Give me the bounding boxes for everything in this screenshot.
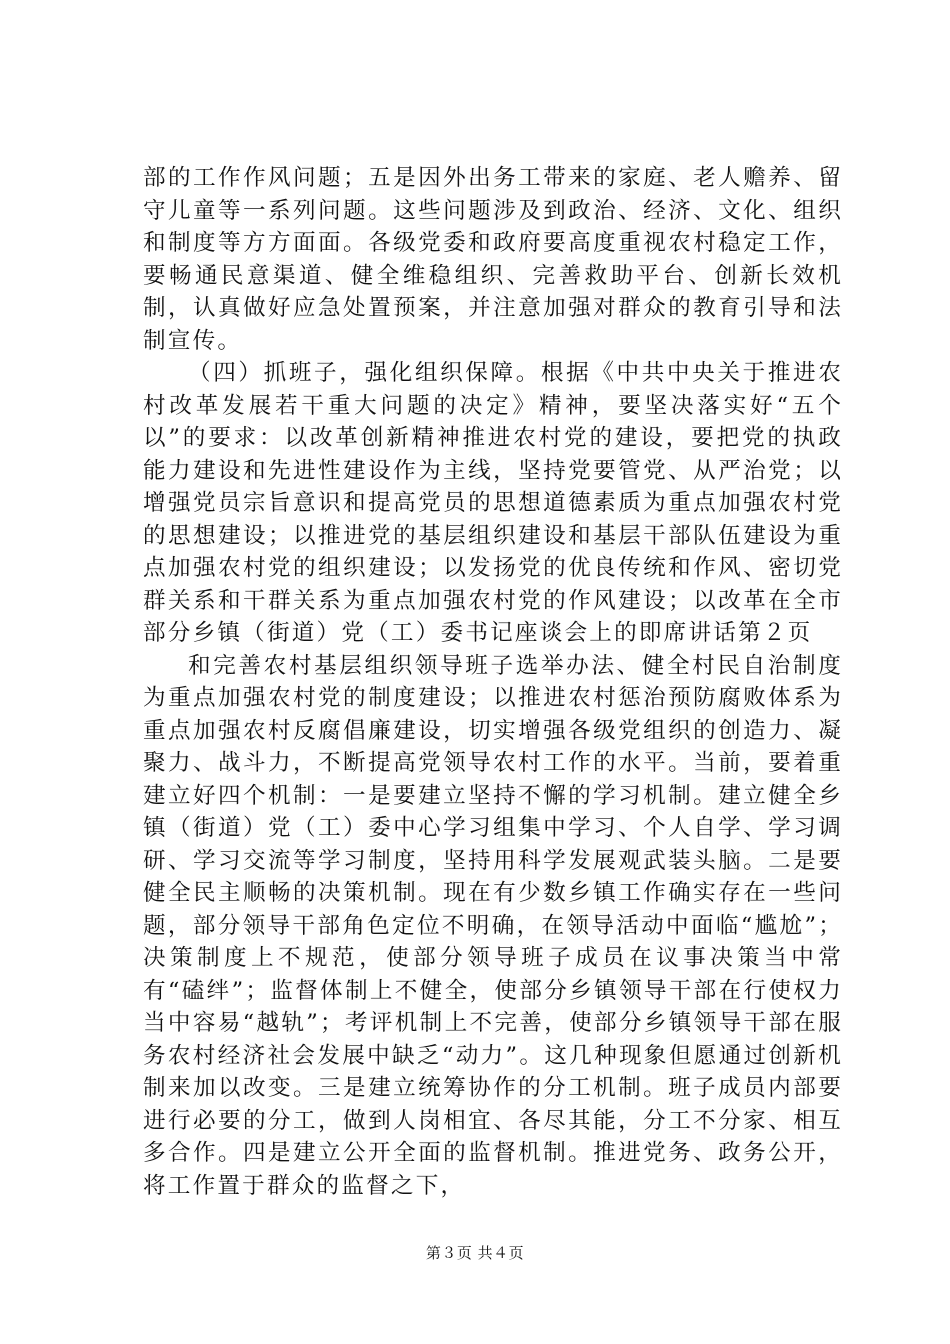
document-body [143,162,843,1202]
paragraph-3: 和完善农村基层组织领导班子选举办法、健全村民自治制度为重点加强农村党的制度建设；以推进农村惩治预防腐败体系为重点加强农村反腐倡廉建设，切实增强各级党组织的创造力、凝聚力、战斗力，不断提高党领导农村工作的水平。当前，要着重建立好四个机制：一是要建立坚持不懈的学习机制。建立健全乡镇（街道）党（工）委中心学习组集中学习、个人自学、学习调研、学习交流等学习制度，坚持用科学发展观武装头脑。二是要健全民主顺畅的决策机制。现在有少数乡镇工作确实存在一些问题，部分领导干部角色定位不明确，在领导活动中面临“尴尬”；决策制度上不规范，使部分领导班子成员在议事决策当中常有“磕绊”；监督体制上不健全，使部分乡镇领导干部在行使权力当中容易“越轨”；考评机制上不完善，使部分乡镇领导干部在服务农村经济社会发展中缺乏“动力”。这几种现象但愿通过创新机制来加以改变。三是建立统筹协作的分工机制。班子成员内部要进行必要的分工，做到人岗相宜、各尽其能，分工不分家、相互多合作。四是建立公开全面的监督机制。推进党务、政务公开，将工作置于群众的监督之下， [143,652,843,1199]
paragraph-2: （四）抓班子，强化组织保障。根据《中共中央关于推进农村改革发展若干重大问题的决定》精神，要坚决落实好“五个以”的要求：以改革创新精神推进农村党的建设，要把党的执政能力建设和先进性建设作为主线，坚持党要管党、从严治党；以增强党员宗旨意识和提高党员的思想道德素质为重点加强农村党的思想建设；以推进党的基层组织建设和基层干部队伍建设为重点加强农村党的组织建设；以发扬党的优良传统和作风、密切党群关系和干群关系为重点加强农村党的作风建设；以改革在全市部分乡镇（街道）党（工）委书记座谈会上的即席讲话第２页 [143,360,843,646]
paragraph-1: 部的工作作风问题；五是因外出务工带来的家庭、老人赡养、留守儿童等一系列问题。这些问题涉及到政治、经济、文化、组织和制度等方方面面。各级党委和政府要高度重视农村稳定工作，要畅通民意渠道、健全维稳组织、完善救助平台、创新长效机制，认真做好应急处置预案，并注意加强对群众的教育引导和法制宣传。 [143,165,843,354]
page-footer: 第３页 共４页 [425,1244,525,1262]
